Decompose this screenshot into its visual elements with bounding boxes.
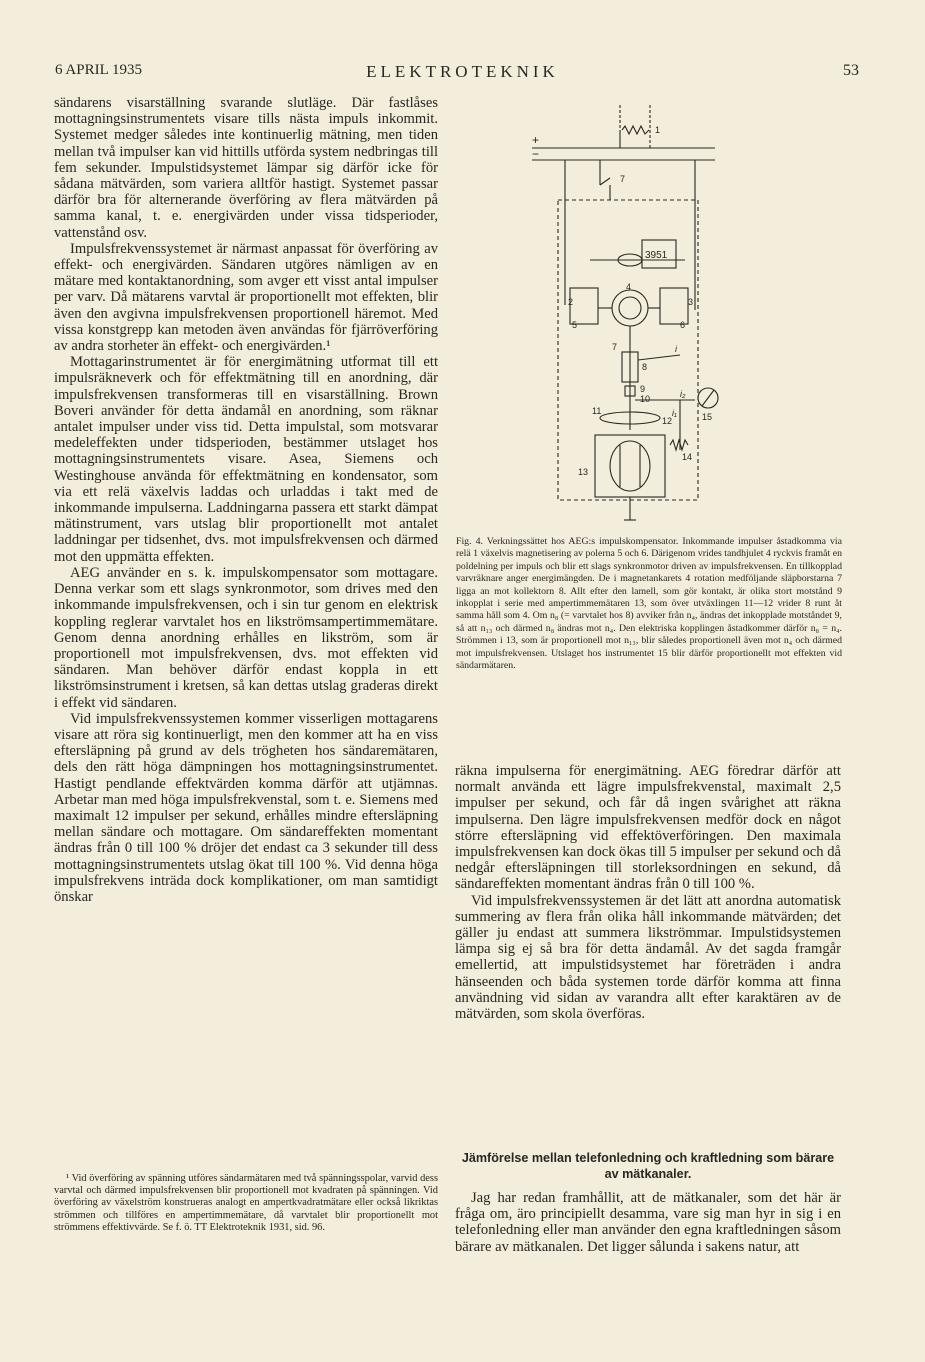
counter-digits: 3951 <box>645 250 668 261</box>
label-2: 2 <box>568 297 574 307</box>
ampere-hour-meter-13 <box>595 435 665 497</box>
wheel-hub <box>619 297 641 319</box>
circuit-diagram <box>530 100 720 530</box>
label-7-relay: 7 <box>620 174 626 184</box>
label-5: 5 <box>572 320 578 330</box>
left-column <box>54 95 438 905</box>
label-8: 8 <box>642 362 648 372</box>
label-3: 3 <box>688 297 694 307</box>
paragraph: Jag har redan framhållit, att de mätkanaler, som det här är fråga om, äro principiellt desamma, vare sig man hyr in sig i en telefonledning eller man använder den egna kraftledningen såsom bärare av mätkanalen. Det ligger sålunda i sakens natur, att <box>455 1190 841 1255</box>
paragraph: Vid impulsfrekvenssystemen kommer visserligen mottagarens visare att röra sig kontinuerligt, men den kommer att ha en viss eftersläpning på grund av dels trögheten hos sändaremätaren, dels den rätt höga dämpningen hos mottagningsinstrumentet. Hastigt pendlande effektvärden komma därför att utjämnas. Arbetar man med höga impulsfrekvenstal, som t. e. Siemens med maximalt 12 impulser per sekund, erhålles mindre eftersläpning mellan sändare och mottagare. Om sändareffekten momentant ändras från 0 till 100 % dröjer det endast ca 3 sekunder till dess mottagningsinstrumentets utslag ökat till 100 %. Vid denna höga impulsfrekvens inträda dock komplikationer, om man samtidigt önskar <box>54 710 438 905</box>
label-i: i <box>675 344 677 354</box>
label-12: 12 <box>662 416 673 426</box>
right-column-section <box>455 1190 841 1255</box>
caption-text: Fig. 4. Verkningssättet hos AEG:s impulskompensator. Inkommande impulser åstadkomma via relä 1 växelvis magnetisering av polerna 5 och 6. Därigenom vrides tandhjulet 4 ryckvis framåt en poldelning per impuls och blir ett slags synkronmotor driven av impulsfrekvensen. En tillkopplad varvräknare anger energimängden. De i magnetankarets 4 rotation medföljande släpborstarna 7 ligga an mot kollektorn 8. Allt efter den lamell, som gör kontakt, är olika stort motstånd 9 inkopplat i serie med ampertimmemätaren 13, som över utväxlingen 11—12 vrider 8 runt åt samma håll som 4. Om n₈ (= varvtalet hos 8) avviker från n₄, ändras det inkopplade motståndet 9, så att n₁₃ och därmed n₈ ändras mot n₄. Den elektriska kopplingen åstadkommer därför n₈ = n₄. Strömmen i 13, som är proportionell mot n₁₃, blir således proportionell även mot n₄ och därmed mot impulsfrekvensen. Utslaget hos instrumentet 15 blir därför proportionellt mot effekten vid sändarmätaren. <box>456 536 842 672</box>
right-column <box>455 763 841 1022</box>
instrument-needle <box>702 390 714 406</box>
label-9: 9 <box>640 384 646 394</box>
figure-diagram <box>530 100 720 530</box>
magnet-3 <box>660 288 688 324</box>
plus-label: + <box>532 133 540 147</box>
label-15: 15 <box>702 412 713 422</box>
label-7-brush: 7 <box>612 342 618 352</box>
figure-caption <box>456 536 842 672</box>
label-14: 14 <box>682 452 693 462</box>
footnote <box>54 1173 438 1234</box>
paragraph: Mottagarinstrumentet är för energimätning utformat till ett impulsräkneverk och för effektmätning till en anordning, där impulsfrekvensen transformeras till en visarställning. Brown Boveri använder för detta ändamål en anordning, som räknar antalet impulser under viss tid. Detta impulstal, som motsvarar medeleffekten under tidsperioden, bestämmer utslaget hos mottagningsinstrumentets visare. Asea, Siemens och Westinghouse använda för effektmätning en kondensator, som via ett relä växelvis laddas och urladdas i takt med de inkommande impulserna. Laddningarna passera ett starkt dämpat mätinstrument, vars utslag blir proportionellt mot antalet laddningar per tidsenhet, dvs. mot impulsfrekvensen och därmed mot den uppmätta effekten. <box>54 354 438 565</box>
label-i1: i₁ <box>672 408 677 418</box>
sender-resistor <box>622 126 649 134</box>
label-6: 6 <box>680 320 686 330</box>
paragraph: räkna impulserna för energimätning. AEG föredrar därför att normalt använda ett lägre impulsfrekvenstal, maximalt 2,5 impulser per sekund, och får då ingen svårighet att räkna impulserna. Den lägre impulsfrekvensen medför dock en något större eftersläpning vid effektöverföringen. Den maximala impulsfrekvensen kan dock ökas till 5 impulser per sekund och då nedgår eftersläpningen till storleksordningen en sekund, då sändareffekten momentant ändras från 0 till 100 %. <box>455 763 841 893</box>
header-date: 6 APRIL 1935 <box>55 62 142 78</box>
enclosure <box>558 200 698 500</box>
footnote-text: ¹ Vid överföring av spänning utföres sändarmätaren med två spänningsspolar, varvid dess varvtal och därmed impulsfrekvensen blir proportionell mot kvadraten på spänningen. Vid överföring av växelström konstrueras analogt en ampertkvadratmätare eller också likriktas strömmen och tillföres en ampertimmemätare, då varvtalet blir proportionellt mot strömmens effektivvärde. Se f. ö. TT Elektroteknik 1931, sid. 96. <box>54 1173 438 1233</box>
label-4: 4 <box>626 282 632 292</box>
toothed-wheel-4 <box>612 290 648 326</box>
meter-rotor <box>610 441 650 491</box>
paragraph: Impulsfrekvenssystemet är närmast anpassat för överföring av effekt- och energivärden. Sändaren utgöres nämligen av en mätare med kontaktanordning, som avger ett visst antal impulser per varv. Då mätarens varvtal är proportionellt mot effekten, blir även den avgivna impulsfrekvensen proportionell häremot. Med vissa konstgrepp kan metoden även användas för fjärröverföring av andra storheter än effekt- och energivärden.¹ <box>54 240 438 355</box>
magnet-2 <box>570 288 598 324</box>
paragraph: sändarens visarställning svarande slutläge. Där fastlåses mottagningsinstrumentets visare tills nästa impuls inkommit. Systemet medger således inte kontinuerlig mätning, men tiden mellan två impulser kan vid hittills utförda system nedbringas till fem sekunder. Impulstidsystemet lämpar sig därför icke för sådana mätvärden, som variera alltför hastigt. Systemet passar därför bra för alternerande överföring av flera mätvärden på samma kanal, t. e. energivärden under vissa tidsperioder, vattenstånd osv. <box>54 95 438 241</box>
paragraph: AEG använder en s. k. impulskompensator som mottagare. Denna verkar som ett slags synkronmotor, som drives med den inkommande impulsfrekvensen, och i sin tur genom en elektrisk koppling reglerar varvtalet hos en likströmsampertimmemätare. Genom denna anordning erhålles en likström, som är proportionell mot impulsfrekvensen, dvs. mot effekten vid sändaren. Man behöver därför endast koppla in ett likströmsinstrument i kretsen, så kan dettas utslag graderas direkt i effekt vid sändaren. <box>54 564 438 711</box>
label-10: 10 <box>640 394 651 404</box>
label-1: 1 <box>655 125 661 135</box>
label-11: 11 <box>592 406 602 416</box>
paragraph: Vid impulsfrekvenssystemen är det lätt att anordna automatisk summering av flera från olika håll inkommande mätvärden; det gäller ju endast att summera likströmmar. Impulstidsystemen lämpa sig ej så bra för detta ändamål. Av det sagda framgår emellertid, att impulstidsystemet har företräden i andra hänseenden och båda systemen torde därför komma att finna användning vid sidan av varandra allt efter karaktären av de mätvärden, som skola överföras. <box>455 892 841 1023</box>
label-i2: i₂ <box>680 389 686 399</box>
minus-label: − <box>532 147 540 161</box>
header-page-number: 53 <box>843 62 859 79</box>
section-heading: Jämförelse mellan telefonledning och kraftledning som bärare av mätkanaler. <box>461 1151 835 1181</box>
label-13: 13 <box>578 467 589 477</box>
resistor-14 <box>670 440 688 450</box>
header-journal-title: ELEKTROTEKNIK <box>366 62 559 81</box>
relay-contact <box>600 178 610 185</box>
current-i-wire <box>638 355 680 360</box>
